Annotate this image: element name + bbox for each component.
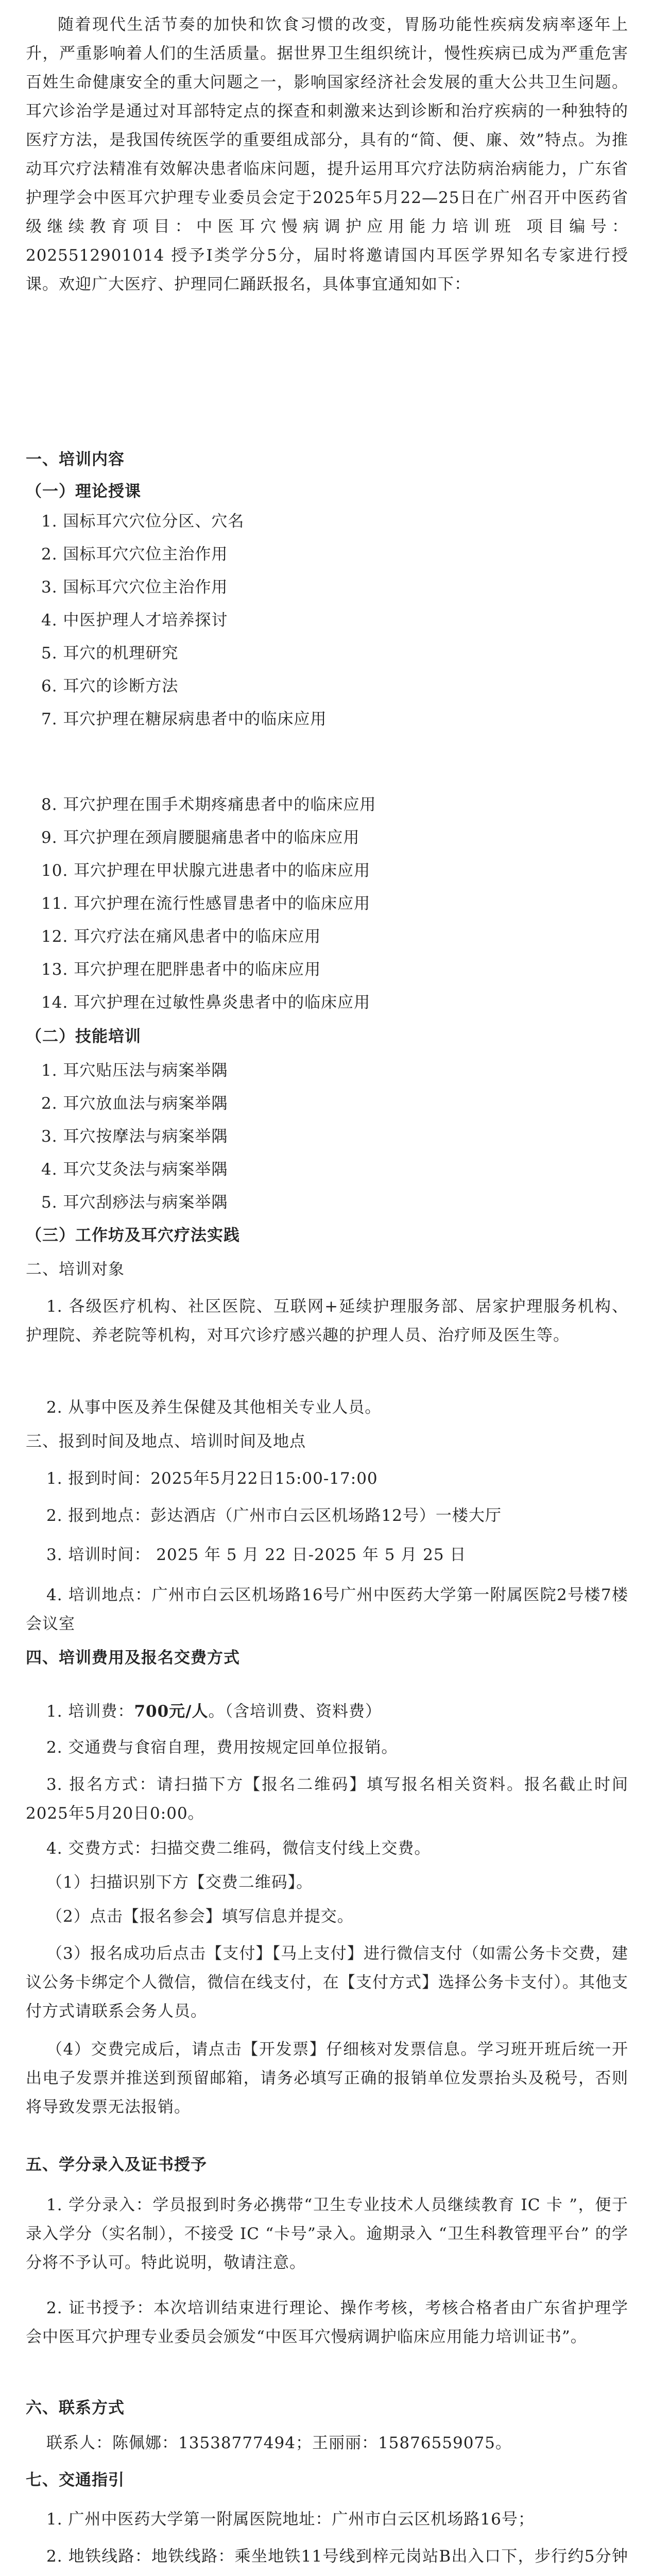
training-time: 3. 培训时间： 2025 年 5 月 22 日-2025 年 5 月 25 日 (46, 1546, 467, 1564)
intro-paragraph: 随着现代生活节奏的加快和饮食习惯的改变，胃肠功能性疾病发病率逐年上升，严重影响着人们的生活质量。据世界卫生组织统计，慢性疾病已成为严重危害百姓生命健康安全的重大问题之一，影响国家经济社会发展的重大公共卫生问题。耳穴诊治学是通过对耳部特定点的探查和刺激来达到诊断和治疗疾病的一种独特的医疗方法，是我国传统医学的重要组成部分，具有的“简、便、廉、效”特点。为推动耳穴疗法精准有效解决患者临床问题，提升运用耳穴疗法防病治病能力，广东省护理学会中医耳穴护理专业委员会定于2025年5月22—25日在广州召开中医药省级继续教育项目：中医耳穴慢病调护应用能力培训班 项目编号：2025512901014 授予I类学分5分，届时将邀请国内耳医学界知名专家进行授课。欢迎广大医疗、护理同仁踊跃报名，具体事宜通知如下： (26, 15, 628, 294)
theory-item: 14. 耳穴护理在过敏性鼻炎患者中的临床应用 (41, 993, 371, 1012)
theory-item: 13. 耳穴护理在肥胖患者中的临床应用 (41, 960, 321, 979)
fee-transport: 2. 交通费与食宿自理，费用按规定回单位报销。 (46, 1738, 398, 1757)
credit-entry: 1. 学分录入：学员报到时务必携带“卫生专业技术人员继续教育 IC 卡 ”，便于录入学分（实名制），不接受 IC “卡号”录入。逾期录入 “卫生科教管理平台” 的学分将不予认可。特此说明，敬请注意。 (26, 2196, 628, 2272)
skill-item: 3. 耳穴按摩法与病案举隅 (41, 1127, 228, 1146)
target-paragraph-1: 1. 各级医疗机构、社区医院、互联网+延续护理服务部、居家护理服务机构、 护理院、养老院等机构，对耳穴诊疗感兴趣的护理人员、治疗师及医生等。 (26, 1297, 628, 1345)
target-paragraph-2: 2. 从事中医及养生保健及其他相关专业人员。 (46, 1398, 382, 1417)
section-target: 二、培训对象 (26, 1260, 125, 1279)
report-time: 1. 报到时间：2025年5月22日15:00-17:00 (46, 1469, 378, 1488)
fee-registration: 3. 报名方式：请扫描下方【报名二维码】填写报名相关资料。报名截止时间2025年5月20日0:00。 (26, 1775, 628, 1823)
theory-item: 3. 国标耳穴穴位主治作用 (41, 578, 228, 597)
subsection-skills: （二）技能培训 (26, 1027, 141, 1046)
theory-item: 7. 耳穴护理在糖尿病患者中的临床应用 (41, 710, 327, 728)
theory-item: 10. 耳穴护理在甲状腺亢进患者中的临床应用 (41, 861, 371, 880)
fee-payment: 4. 交费方式：扫描交费二维码，微信支付线上交费。 (46, 1839, 431, 1858)
section-contact: 六、联系方式 (26, 2399, 125, 2417)
subsection-workshop: （三）工作坊及耳穴疗法实践 (26, 1226, 240, 1245)
section-traffic: 七、交通指引 (26, 2471, 125, 2489)
training-place: 4. 培训地点：广州市白云区机场路16号广州中医药大学第一附属医院2号楼7楼会议室 (26, 1586, 628, 1633)
fee-step-4: （4）交费完成后，请点击【开发票】仔细核对发票信息。学习班开班后统一开出电子发票并推送到预留邮箱，请务必填写正确的报销单位发票抬头及税号，否则将导致发票无法报销。 (26, 2040, 628, 2116)
fee-step-3: （3）报名成功后点击【支付】【马上支付】进行微信支付（如需公务卡交费，建议公务卡绑定个人微信，微信在线支付，在【支付方式】选择公务卡支付）。其他支付方式请联系会务人员。 (26, 1944, 628, 2021)
section-training-content: 一、培训内容 (26, 450, 125, 469)
report-place: 2. 报到地点：彭达酒店（广州市白云区机场路12号）一楼大厅 (46, 1506, 502, 1525)
fee-note: 。（含培训费、资料费） (208, 1702, 382, 1721)
skill-item: 4. 耳穴艾灸法与病案举隅 (41, 1160, 228, 1179)
traffic-metro: 2. 地铁线路：地铁线路：乘坐地铁11号线到梓元岗站B出入口下，步行约5分钟 (46, 2547, 628, 2566)
section-credits: 五、学分录入及证书授予 (26, 2156, 207, 2174)
subsection-theory: （一）理论授课 (26, 482, 141, 501)
fee-step-2: （2）点击【报名参会】填写信息并提交。 (46, 1907, 354, 1926)
theory-item: 9. 耳穴护理在颈肩腰腿痛患者中的临床应用 (41, 828, 360, 847)
skill-item: 5. 耳穴刮痧法与病案举隅 (41, 1193, 228, 1212)
section-time-place: 三、报到时间及地点、培训时间及地点 (26, 1432, 306, 1451)
theory-item: 8. 耳穴护理在围手术期疼痛患者中的临床应用 (41, 795, 376, 814)
theory-item: 5. 耳穴的机理研究 (41, 644, 179, 663)
fee-line (46, 1700, 649, 1723)
theory-item: 11. 耳穴护理在流行性感冒患者中的临床应用 (41, 894, 371, 913)
fee-amount: 700元/人 (134, 1702, 209, 1721)
theory-item: 4. 中医护理人才培养探讨 (41, 611, 228, 630)
fee-label: 1. 培训费： (46, 1702, 134, 1721)
fee-step-1: （1）扫描识别下方【交费二维码】。 (46, 1873, 313, 1892)
theory-item: 1. 国标耳穴穴位分区、穴名 (41, 512, 245, 531)
theory-item: 12. 耳穴疗法在痛风患者中的临床应用 (41, 927, 321, 946)
traffic-address: 1. 广州中医药大学第一附属医院地址：广州市白云区机场路16号； (46, 2510, 535, 2529)
skill-item: 2. 耳穴放血法与病案举隅 (41, 1094, 228, 1113)
theory-item: 6. 耳穴的诊断方法 (41, 677, 179, 696)
contact-info: 联系人：陈佩娜：13538777494；王丽丽：15876559075。 (46, 2434, 512, 2452)
certificate: 2. 证书授予：本次培训结束进行理论、操作考核，考核合格者由广东省护理学会中医耳穴护理专业委员会颁发“中医耳穴慢病调护临床应用能力培训证书”。 (26, 2299, 628, 2346)
section-fees: 四、培训费用及报名交费方式 (26, 1649, 240, 1667)
theory-item: 2. 国标耳穴穴位主治作用 (41, 545, 228, 564)
skill-item: 1. 耳穴贴压法与病案举隅 (41, 1061, 228, 1080)
